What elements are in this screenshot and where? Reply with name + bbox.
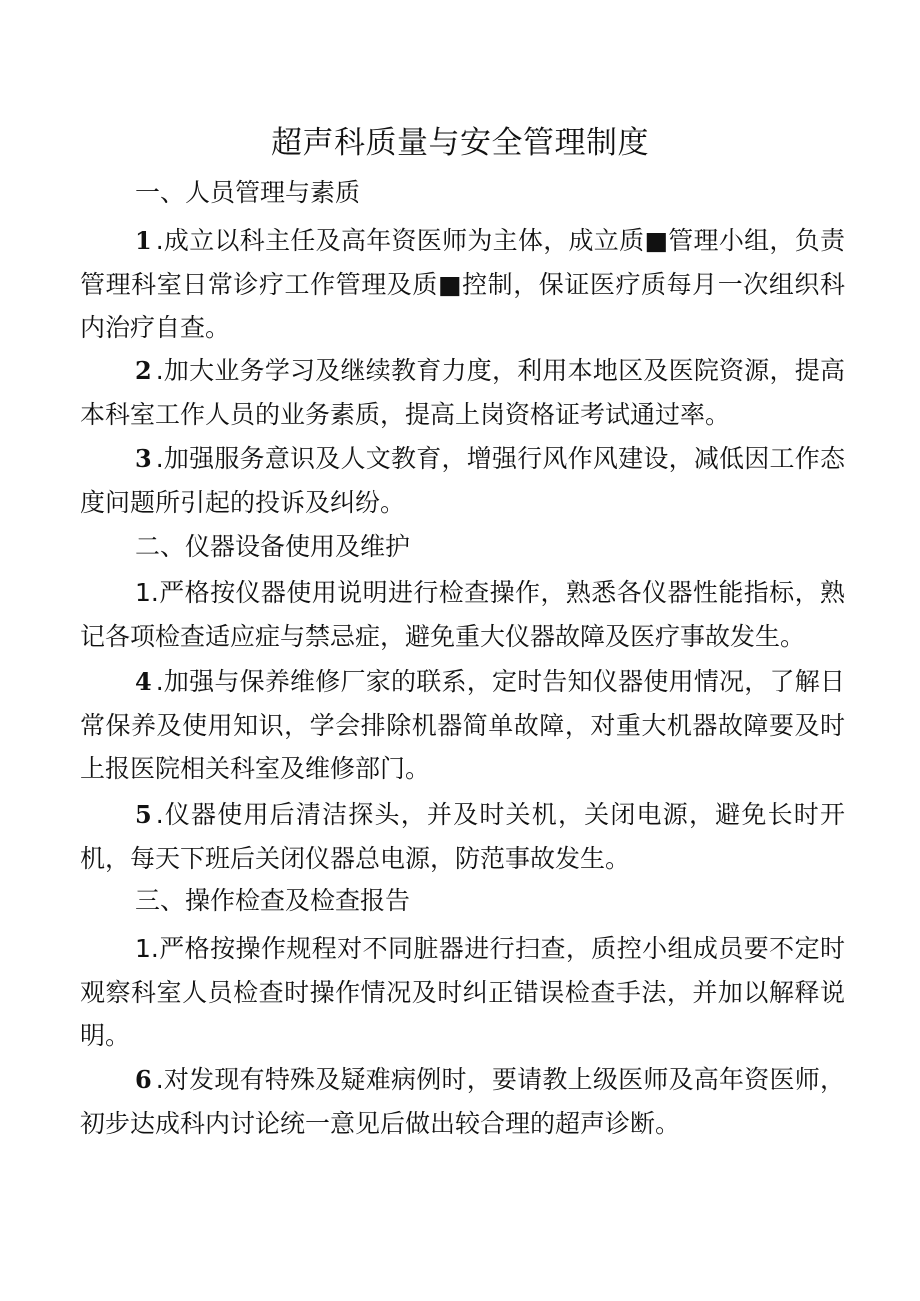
paragraph-item [80, 571, 845, 658]
paragraph-item [80, 219, 845, 350]
paragraph-item [80, 349, 845, 436]
item-text: .成立以科主任及高年资医师为主体，成立质■管理小组，负责管理科室日常诊疗工作管理及质■控制，保证医疗质每月一次组织科内治疗自查。 [80, 226, 845, 342]
paragraph-item [80, 660, 845, 791]
section-heading-personnel: 一、人员管理与素质 [135, 178, 361, 207]
paragraph-item [80, 437, 845, 524]
section-heading-operation: 三、操作检查及检查报告 [135, 886, 411, 915]
item-number: 4 [135, 667, 152, 696]
item-number: 5 [135, 800, 152, 829]
item-text: .加强服务意识及人文教育，增强行风作风建设，减低因工作态度问题所引起的投诉及纠纷。 [80, 444, 845, 517]
paragraph-item [80, 1058, 845, 1145]
document-title: 超声科质量与安全管理制度 [271, 125, 649, 161]
item-text: 1.严格按操作规程对不同脏器进行扫查，质控小组成员要不定时观察科室人员检查时操作情况及时纠正错误检查手法，并加以解释说明。 [80, 934, 845, 1050]
item-number: 2 [135, 356, 152, 385]
item-text: .对发现有特殊及疑难病例时，要请教上级医师及高年资医师，初步达成科内讨论统一意见后做出较合理的超声诊断。 [80, 1065, 845, 1138]
paragraph-item [80, 793, 845, 880]
section-heading-equipment: 二、仪器设备使用及维护 [135, 532, 411, 561]
paragraph-item [80, 927, 845, 1058]
item-number: 1 [135, 226, 152, 255]
item-text: .仪器使用后清洁探头，并及时关机，关闭电源，避免长时开机，每天下班后关闭仪器总电源，防范事故发生。 [80, 800, 845, 873]
item-text: .加大业务学习及继续教育力度，利用本地区及医院资源，提高本科室工作人员的业务素质，提高上岗资格证考试通过率。 [80, 356, 845, 429]
item-number: 6 [135, 1065, 152, 1094]
item-text: 1.严格按仪器使用说明进行检查操作，熟悉各仪器性能指标，熟记各项检查适应症与禁忌症，避免重大仪器故障及医疗事故发生。 [80, 578, 845, 651]
item-text: .加强与保养维修厂家的联系，定时告知仪器使用情况，了解日常保养及使用知识，学会排除机器简单故障，对重大机器故障要及时上报医院相关科室及维修部门。 [80, 667, 845, 783]
item-number: 3 [135, 444, 152, 473]
